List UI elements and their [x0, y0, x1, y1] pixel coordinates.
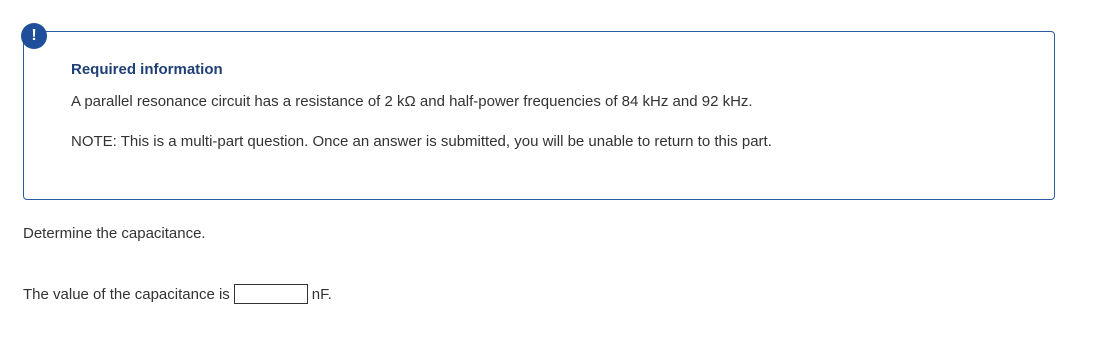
question-prompt: Determine the capacitance. — [23, 225, 206, 242]
answer-label: The value of the capacitance is — [23, 285, 230, 303]
capacitance-answer-input[interactable] — [234, 284, 308, 304]
unit-label: nF. — [311, 285, 332, 303]
problem-description: A parallel resonance circuit has a resistance of 2 kΩ and half-power frequencies of 84 kHz and 92 kHz. — [71, 93, 753, 110]
answer-row — [23, 283, 332, 305]
required-information-box — [23, 31, 1055, 200]
required-information-title: Required information — [71, 61, 223, 78]
alert-exclamation-icon: ! — [21, 23, 47, 49]
multi-part-note: NOTE: This is a multi-part question. Once an answer is submitted, you will be unable to return to this part. — [71, 133, 772, 150]
